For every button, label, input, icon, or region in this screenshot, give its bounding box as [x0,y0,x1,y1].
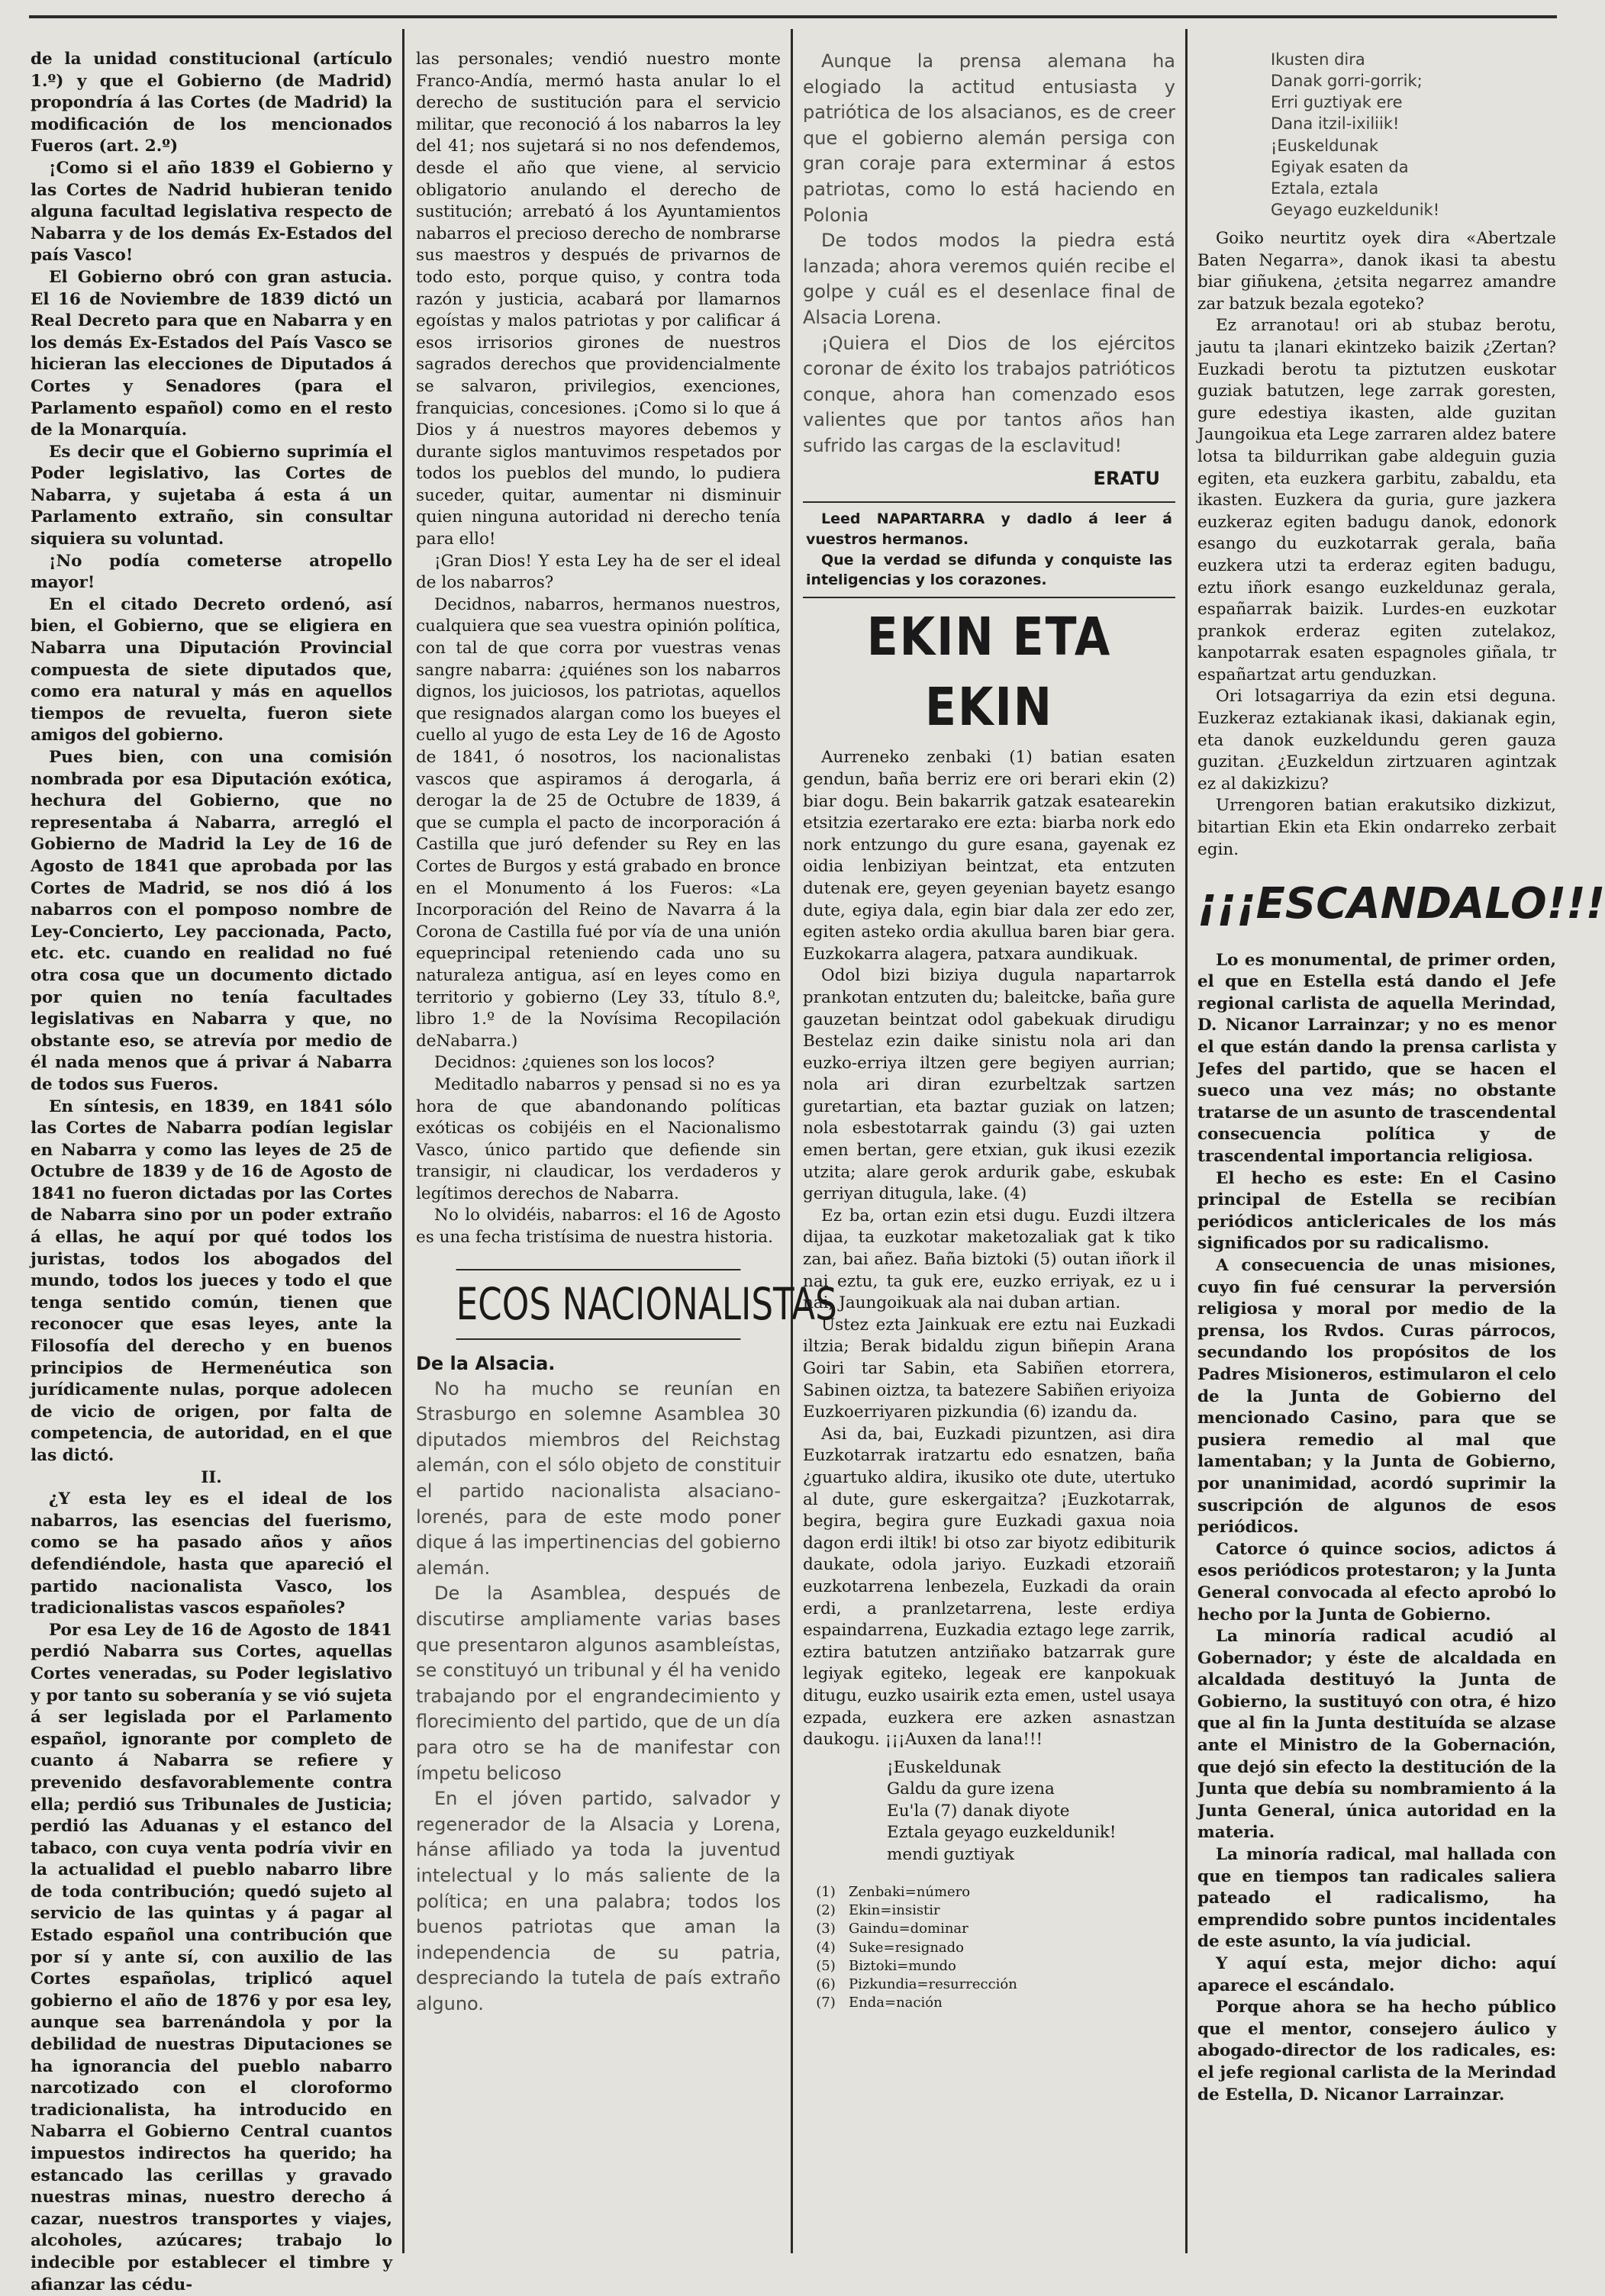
poem-line: Eztala geyago euzkeldunik! [887,1823,1117,1843]
poem-line: Erri guztiyak ere [1271,93,1403,112]
paragraph: En síntesis, en 1839, en 1841 sólo las Cortes de Nabarra podían legislar en Nabarra y como las leyes de 25 de Octubre de 1839 y de 16 de Agosto de 1841 no fueron dictadas por las Cortes de Nabarra sino por un poder extraño á ellas, he aquí por qué todos los juristas, todos los abogados del mundo, todos los jueces y todo el que tenga sentido común, tienen que reconocer que esas leyes, ante la Filosofía del derecho y en buenos principios de Hermenéutica son jurídicamente nulas, porque adolecen de vicio de origen, por falta de competencia, de autoridad, en el que las dictó. [31,1096,392,1465]
poem-line: Geyago euzkeldunik! [1271,200,1440,219]
paragraph: Lo es monumental, de primer orden, el que en Estella está dando el Jefe regional carlista de aquella Merindad, D. Nicanor Larrainzar; y no es menor el que están dando la prensa carlista y Jefes del partido, que se hacen el sueco una vez más; no obstante tratarse de un asunto de trascendental consecuencia política y de trascendental importancia religiosa. [1197,950,1556,1167]
paragraph: En el citado Decreto ordenó, así bien, el Gobierno, que se eligiera en Nabarra una Diputación Provincial compuesta de siete diputados que, como era natural y más en aquellos tiempos de revuelta, fueron siete amigos del gobierno. [31,594,392,745]
paragraph: Aunque la prensa alemana ha elogiado la actitud entusiasta y patriótica de los alsacianos, es de creer que el gobierno alemán persiga con gran coraje para exterminar á estos patriotas, como lo está haciendo en Polonia [803,50,1175,226]
paragraph: Aurreneko zenbaki (1) batian esaten gendun, baña berriz ere ori berari ekin (2) biar dogu. Bein bakarrik gatzak esatearekin etsitzia ezertarako ere ezta: biarba nork edo nork entzungo du gure esana, gayenak ez oidia lenbiziyan beintzat, eta entzuten dutenak ere, geyen geyenian bayetz esango dute, egiya dala, egin biar dala zer edo zer, egiten asteko ordia akullua baren biar gera. Euzkokarra alagera, patxara aundikuak. [803,748,1175,964]
notice-line: Leed NAPARTARRA y dadlo á leer á vuestros hermanos. [806,510,1172,548]
poem-line: ¡Euskeldunak [887,1757,1001,1777]
poem-line: mendi guztiyak [887,1845,1014,1865]
paragraph: Es decir que el Gobierno suprimía el Poder legislativo, las Cortes de Nabarra, y sujetaba á esta á un Parlamento extraño, sin consultar siquiera su voluntad. [31,442,392,549]
paragraph: Ez arranotau! ori ab stubaz berotu, jautu ta ¡lanari ekintzeko baizik ¿Zertan? Euzkadi berotu ta piztutzen euskotar guziak batutzen, lege zarrak goresten, gure edestiya ikasten, alde guzitan Jaungoikua eta Lege zarraren aldez batere lotsa ta bildurrikan gabe aldeguin guzia egiten, eta euzkera garbitu, zabaldu, eta ikasten. Euzkera da guria, gure jazkera euzkeraz egiten badugu danok, edonork esango du euzkotarrak gerala, baña euzkera utzi ta erderaz egiten badugu, eztu iñork esango euzkeldunaz gerala, españarrak baizik. Lurdes-en euzkotar prankok erderaz egiten zutelakoz, kanpotarrak esaten espagnoles giñala, tr españartzat artu genduzkan. [1197,316,1556,684]
paragraph: ¡Quiera el Dios de los ejércitos coronar de éxito los trabajos patrióticos conque, ahora han comenzado esos valientes que por tantos años han sufrido las cargas de la esclavitud! [803,332,1175,456]
section-banner: ECOS NACIONALISTAS [456,1269,741,1340]
article-title: ¡¡¡ESCANDALO!!! [1197,879,1605,929]
paragraph: Y aquí esta, mejor dicho: aquí aparece el escándalo. [1197,1954,1556,1995]
poem [1271,49,1556,221]
paragraph: ¡No podía cometerse atropello mayor! [31,551,392,593]
paragraph: Decidnos: ¿quienes son los locos? [434,1053,715,1073]
paragraph: A consecuencia de unas misiones, cuyo fin fué censurar la perversión religiosa y moral por medio de la prensa, los Rvdos. Curas párrocos, secundando los propósitos de los Padres Misioneros, estimularon el celo de la Junta de Gobierno del mencionado Casino, para que se pusiera remedio al mal que lamentaban; y la Junta de Gobierno, por unanimidad, acordó suprimir la suscripción de algunos de esos periódicos. [1197,1256,1556,1538]
paragraph: las personales; vendió nuestro monte Franco-Andía, mermó hasta anular lo el derecho de sustitución para el servicio militar, que reconoció á los nabarros la ley del 41; nos sujetará si no nos defendemos, desde el año que viene, al servicio obligatorio anulando el derecho de sustitución; arrebató á los Ayuntamientos nabarros el precioso derecho de nombrarse sus maestros y después de privarnos de todo esto, porque quiso, y contra toda razón y justicia, acabará por llamarnos egoístas y malos patriotas y por calificar á esos irrisorios girones de nuestros sagrados derechos que providencialmente se salvaron, privilegios, exenciones, franquicias, concesiones. ¡Como si lo que á Dios y á nuestros mayores debemos y durante siglos mantuvimos respetados por todos los pueblos del mundo, lo pudiera suceder, quitar, aumentar ni disminuir quien ninguna autoridad ni derecho tenía para ello! [416,50,781,549]
paragraph: Decidnos, nabarros, hermanos nuestros, cualquiera que sea vuestra opinión política, con tal de que corra por vuestras venas sangre nabarra: ¿quiénes son los nabarros dignos, los juiciosos, los patriotas, aquellos que resignados alargan como los bueyes el cuello al yugo de esta Ley de 16 de Agosto de 1841, ó nosotros, los nacionalistas vascos que aspiramos á derogarla, á derogar la de 25 de Octubre de 1839, á que se cumpla el pacto de incorporación á Castilla que juró defender su Rey en las Cortes de Burgos y está grabado en bronce en el Monumento á los Fueros: «La Incorporación del Reino de Navarra á la Corona de Castilla fué por vía de una unión equeprincipal reteniendo cada uno su naturaleza antigua, así en leyes como en territorio y gobierno (Ley 33, título 8.º, libro 1.º de la Novísima Recopilación deNabarra.) [416,594,781,1051]
paragraph: La minoría radical acudió al Gobernador; y éste de alcaldada en alcaldada destituyó la Junta de Gobierno, la sustituyó con otra, é hizo que al fin la Junta destituída se alzase ante el Ministro de la Gobernación, que dejó sin efecto la destitución de la Junta que debía su nombramiento á la Junta General, única autoridad en la materia. [1197,1627,1556,1843]
column-3 [803,49,1175,2250]
column-rule-2 [791,29,793,2253]
paragraph: Asi da, bai, Euzkadi pizuntzen, asi dira Euzkotarrak iratzartu edo esnatzen, baña ¿guartuko aldira, ikusiko ote dute, utertuko al dute, gure eskergaitza? ¡Euzkotarrak, begira, begira gure Euzkadi gaxua noia dagon erdi iltik! bi otso zar biyotz edibiturik daukate, odola jariyo. Euzkadi etzoraiñ euzkotarrena lenbezela, Euzkadi da orain erdi, a pranlzetarrena, leste erdiya espaindarrena, Euzkadia eztago lege zarrik, eztira batutzen antziñako batzarrak gure legiyak egiteko, legeak ere kanpokuak ditugu, euzko usairik ezta emen, ustel usaya ezpada, euzkera ere azken asnastzan daukogu. ¡¡¡Auxen da lana!!! [803,1424,1175,1750]
paragraph: En el jóven partido, salvador y regenerador de la Alsacia y Lorena, hánse afiliado ya toda la juventud intelectual y lo más saliente de la política; en una palabra; todos los buenos patriotas que aman la independencia de su patria, despreciando la tutela de país extraño alguno. [416,1788,781,2014]
footnote: (1) Zenbaki=número [816,1883,971,1900]
paragraph: ¡Gran Dios! Y esta Ley ha de ser el ideal de los nabarros? [416,551,781,593]
paragraph: Ori lotsagarriya da ezin etsi deguna. Euzkeraz eztakianak ikasi, dakianak egin, eta danok euzkeldundu geren gauza guzitan. ¿Euzkeldun zirtzuaren agintzak ez al dakizkizu? [1197,687,1556,794]
article-title: EKIN ETA EKIN [866,606,1112,738]
paragraph: ¿Y esta ley es el ideal de los nabarros, las esencias del fuerismo, como se ha pasado años y años defendiéndole, hasta que apareció el partido nacionalista Vasco, los tradicionalistas vascos españoles? [31,1489,392,1618]
paragraph: Porque ahora se ha hecho público que el mentor, consejero áulico y abogado-director de los radicales, es: el jefe regional carlista de la Merindad de Estella, D. Nicanor Larrainzar. [1197,1998,1556,2104]
paragraph: No ha mucho se reunían en Strasburgo en solemne Asamblea 30 diputados miembros del Reichstag alemán, con el sólo objeto de constituir el partido nacionalista alsaciano-lorenés, para de este modo poner dique á las impertinencias del gobierno alemán. [416,1377,781,1579]
paragraph: De la Asamblea, después de discutirse ampliamente varias bases que presentaron algunos asambleístas, se constituyó un tribunal y él ha venido trabajando por el engrandecimiento y florecimiento del partido, que de un día para otro se ha de manifestar con ímpetu belicoso [416,1583,781,1784]
column-2 [416,49,837,2250]
footnote: (5) Biztoki=mundo [816,1957,956,1974]
paragraph: Ez ba, ortan ezin etsi dugu. Euzdi iltzera dijaa, ta euzkotar maketozaliak gat k tiko zan, bai añez. Baña biztoki (5) outan iñork il nai eztu, ta guk ere, euzko erriyak, ez u i nai, Jaungoikuak ala nai duban artian. [803,1206,1175,1313]
poem-line: Egiyak esaten da [1271,157,1409,176]
column-4 [1197,49,1605,2250]
footnote: (6) Pizkundia=resurrección [816,1976,1017,1993]
poem-line: Danak gorri-gorrik; [1271,72,1423,91]
paragraph: De todos modos la piedra está lanzada; ahora veremos quién recibe el golpe y cuál es el desenlace final de Alsacia Lorena. [803,230,1175,328]
paragraph: Catorce ó quince socios, adictos á esos periódicos protestaron; y la Junta General convocada al efecto aprobó lo hecho por la Junta de Gobierno. [1197,1539,1556,1625]
top-rule [29,15,1557,18]
paragraph: El hecho es este: En el Casino principal de Estella se recibían periódicos anticlericales de los más significados por su radicalismo. [1197,1168,1556,1254]
notice-box [803,501,1175,597]
subheading: De la Alsacia. [416,1352,556,1374]
poem-line: Ikusten dira [1271,50,1365,69]
footnote: (7) Enda=nación [816,1995,943,2011]
paragraph: Goiko neurtitz oyek dira «Abertzale Baten Negarra», danok ikasi ta abestu biar giñukena, ¿etsita negarrez amandre zar batzuk bezala egoteko? [1197,229,1556,314]
paragraph: de la unidad constitucional (artículo 1.º) y que el Gobierno (de Madrid) propondría á las Cortes (de Madrid) la modificación de los mencionados Fueros (art. 2.º) [31,50,392,156]
notice-line: Que la verdad se difunda y conquiste las inteligencias y los corazones. [806,551,1172,589]
poem-line: Dana itzil-ixiliik! [1271,114,1400,134]
footnotes [803,1883,1175,2013]
paragraph: Pues bien, con una comisión nombrada por esa Diputación exótica, hechura del Gobierno, que no representaba á Nabarra, arregló el Gobierno de Madrid la Ley de 16 de Agosto de 1841 que aprobada por las Cortes de Madrid, se nos dió á los nabarros con el pomposo nombre de Ley-Concierto, Ley paccionada, Pacto, etc. etc. cuando en realidad no fué otra cosa que un documento dictado por quien no tenía facultades legislativas en Nabarra y que, no obstante eso, se atrevía por medio de él nada menos que á privar á Nabarra de todos sus Fueros. [31,748,392,1094]
poem-line: Eu'la (7) danak diyote [887,1801,1070,1821]
column-1 [31,49,392,2294]
paragraph: Por esa Ley de 16 de Agosto de 1841 perdió Nabarra sus Cortes, aquellas Cortes veneradas, su Poder legislativo y por tanto su soberanía y se vió sujeta á ser legislada por el Parlamento español, ignorante por completo de cuanto á Nabarra se refiere y prevenido desfavorablemente contra ella; perdió sus Tribunales de Justicia; perdió las Aduanas y el estanco del tabaco, con cuya venta podría vivir en la actualidad el pueblo nabarro libre de toda contribución; quedó sujeto al servicio de las quintas y á pagar al Estado español una contribución que por sí y ante sí, con auxilio de las Cortes españolas, triplicó aquel gobierno el año de 1876 y por esa ley, aunque sea barrenándola y por la debilidad de nuestras Diputaciones se ha ignorancia del pueblo nabarro narcotizado con el cloroformo tradicionalista, ha introducido en Nabarra el Gobierno Central cuantos impuestos indirectos ha querido; ha estancado las cerillas y gravado nuestras minas, nuestro derecho á cazar, nuestros transportes y viajes, alcoholes, azúcares; trabajo lo indecible por establecer el timbre y afianzar las cédu- [31,1620,392,2294]
paragraph: Ustez ezta Jainkuak ere eztu nai Euzkadi iltzia; Berak bidaldu zigun biñepin Arana Goiri tar Sabin, eta Sabiñen etorrera, Sabinen oiztza, ta batezere Sabiñen eriyoiza Euzkoerriyaren pizkundia (6) izandu da. [803,1315,1175,1422]
paragraph: ¡Como si el año 1839 el Gobierno y las Cortes de Nadrid hubieran tenido alguna facultad legislativa respecto de Nabarra y de los demás Ex-Estados del país Vasco! [31,158,392,266]
footnote: (4) Suke=resignado [816,1939,965,1956]
paragraph: Urrengoren batian erakutsiko dizkizut, bitartian Ekin eta Ekin ondarreko zerbait egin. [1197,796,1556,859]
poem [887,1757,1175,1866]
footnote: (3) Gaindu=dominar [816,1921,968,1937]
poem-line: ¡Euskeldunak [1271,136,1379,155]
section-number: II. [201,1467,222,1487]
poem-line: Galdu da gure izena [887,1779,1055,1799]
paragraph: La minoría radical, mal hallada con que en tiempos tan radicales saliera pateado el radicalismo, ha emprendido sobre puntos incidentales de este asunto, la vía judicial. [1197,1845,1556,1952]
column-rule-3 [1185,29,1188,2253]
paragraph: Meditadlo nabarros y pensad si no es ya hora de que abandonando políticas exóticas os cobijéis en el Nacionalismo Vasco, único partido que defiende sin transigir, ni claudicar, los verdaderos y legítimos derechos de Nabarra. [416,1074,781,1203]
paragraph: Odol bizi biziya dugula napartarrok prankotan entzuten du; baleitcke, baña gure gauzetan beintzat odol gabekuak dirudigu Bestelaz ezin daike sinistu nola ari dan euzko-erriya iltzen gere begiyen aurrian; nola ari diran ezurbeltzak sartzen guretartian, eta baztar guziak on latzen; nola esbestotarrak gaindu (3) gai uzten emen bertan, gere etxian, guk ikusi ezezik utzita; alare gerok ardurik gabe, eskubak gerriyan ditugula, lake. (4) [803,966,1175,1204]
footnote: (2) Ekin=insistir [816,1902,940,1918]
poem-line: Eztala, eztala [1271,179,1379,198]
signature: ERATU [1093,467,1160,489]
paragraph: El Gobierno obró con gran astucia. El 16 de Noviembre de 1839 dictó un Real Decreto para que en Nabarra y en los demás Ex-Estados del País Vasco se hicieran las elecciones de Diputados á Cortes y Senadores (para el Parlamento español) como en el resto de la Monarquía. [31,267,392,440]
paragraph: No lo olvidéis, nabarros: el 16 de Agosto es una fecha tristísima de nuestra historia. [416,1206,781,1248]
column-rule-1 [402,29,404,2253]
